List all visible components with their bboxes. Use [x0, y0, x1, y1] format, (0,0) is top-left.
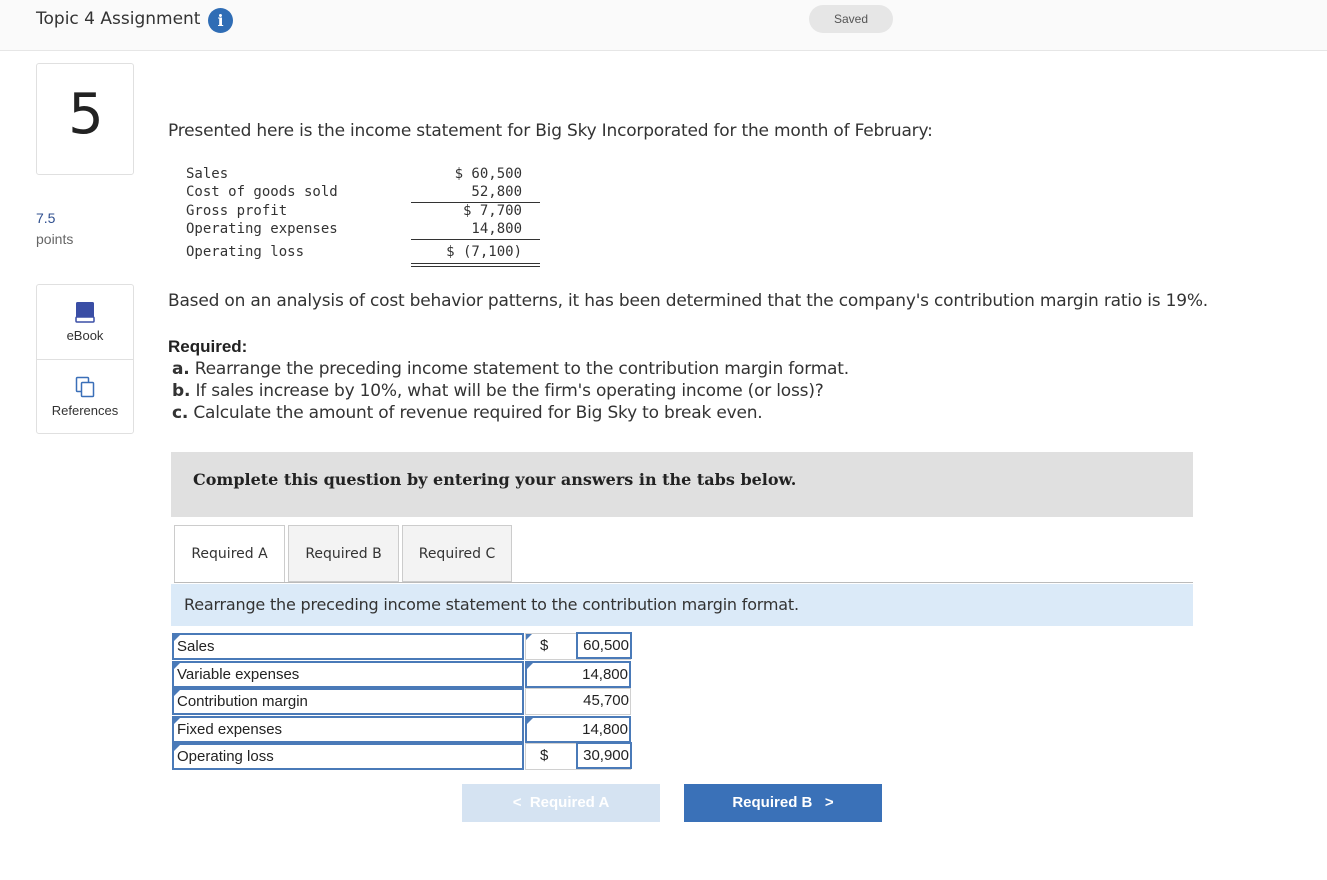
statement-label: Gross profit	[186, 203, 288, 219]
copy-icon	[75, 376, 95, 398]
required-heading: Required:	[168, 337, 248, 356]
points-value: 7.5	[36, 210, 56, 226]
tab-prompt-text: Rearrange the preceding income statement to the contribution margin format.	[184, 595, 799, 614]
amount-input[interactable]	[576, 632, 632, 659]
dropdown-marker-icon	[527, 663, 533, 669]
top-bar	[0, 0, 1327, 51]
table-row	[172, 661, 631, 688]
amount-value: 14,800	[582, 666, 628, 683]
question-number-box	[36, 63, 134, 175]
info-icon[interactable]: i	[208, 8, 233, 33]
next-tab-button[interactable]	[684, 784, 882, 822]
dropdown-marker-icon	[527, 718, 533, 724]
tab-divider	[174, 582, 1193, 583]
amount-value: 45,700	[583, 692, 629, 709]
dropdown-marker-icon	[174, 663, 180, 669]
currency-symbol: $	[540, 747, 549, 764]
next-button-label: Required B	[732, 794, 813, 811]
instructions-text: Complete this question by entering your answers in the tabs below.	[193, 470, 797, 489]
dropdown-marker-icon	[526, 634, 532, 640]
statement-value: 14,800	[471, 221, 522, 237]
requirement-text: Calculate the amount of revenue required for Big Sky to break even.	[193, 403, 763, 423]
requirement-text: Rearrange the preceding income statement to the contribution margin format.	[194, 359, 849, 379]
statement-row	[186, 203, 540, 221]
statement-row	[186, 244, 540, 262]
previous-button-label: Required A	[529, 794, 610, 811]
dropdown-marker-icon	[174, 690, 180, 696]
row-label-select[interactable]	[172, 661, 524, 688]
resources-panel	[36, 284, 134, 434]
ebook-label: eBook	[66, 328, 104, 343]
row-label-select[interactable]	[172, 743, 524, 770]
amount-value: 60,500	[583, 637, 629, 654]
amount-cell	[525, 743, 631, 770]
amount-value: 30,900	[583, 747, 629, 764]
saved-status-badge: Saved	[809, 5, 893, 33]
chevron-right-icon: >	[824, 794, 834, 811]
amount-input[interactable]	[576, 742, 632, 769]
amount-input[interactable]	[525, 661, 631, 688]
tab-required-c[interactable]: Required C	[402, 525, 512, 582]
row-label-select[interactable]	[172, 633, 524, 660]
row-label: Fixed expenses	[177, 721, 283, 738]
amount-value: 14,800	[582, 721, 628, 738]
instructions-banner	[171, 452, 1193, 517]
question-number: 5	[68, 82, 104, 147]
tab-required-a[interactable]: Required A	[174, 525, 285, 583]
statement-label: Cost of goods sold	[186, 184, 338, 200]
statement-row	[186, 221, 540, 239]
statement-label: Sales	[186, 166, 229, 182]
dropdown-marker-icon	[174, 718, 180, 724]
tab-required-b[interactable]: Required B	[288, 525, 399, 582]
statement-value: $ 60,500	[454, 166, 522, 182]
requirement-letter: b.	[172, 381, 191, 401]
dropdown-marker-icon	[174, 745, 180, 751]
statement-value: $ 7,700	[462, 203, 522, 219]
statement-row	[186, 184, 540, 202]
table-row	[172, 743, 631, 770]
requirement-a	[172, 359, 849, 379]
requirement-text: If sales increase by 10%, what will be the firm's operating income (or loss)?	[195, 381, 824, 401]
chevron-left-icon: <	[512, 794, 522, 811]
statement-rule	[411, 239, 540, 240]
statement-double-rule	[411, 266, 540, 267]
tab-prompt	[171, 584, 1193, 626]
book-icon	[75, 301, 95, 323]
statement-label: Operating loss	[186, 244, 305, 260]
row-label: Variable expenses	[177, 666, 300, 683]
assignment-title: Topic 4 Assignment	[36, 9, 201, 29]
statement-double-rule	[411, 263, 540, 264]
question-intro: Presented here is the income statement for Big Sky Incorporated for the month of February:	[168, 121, 933, 141]
requirement-letter: c.	[172, 403, 189, 423]
contribution-margin-text: Based on an analysis of cost behavior patterns, it has been determined that the company's contribution margin ratio is 19%.	[168, 291, 1209, 311]
currency-symbol: $	[540, 637, 549, 654]
row-label-select[interactable]	[172, 688, 524, 715]
table-row	[172, 633, 631, 660]
requirement-letter: a.	[172, 359, 190, 379]
table-row	[172, 716, 631, 743]
row-label-select[interactable]	[172, 716, 524, 743]
statement-value: $ (7,100)	[446, 244, 522, 260]
ebook-button[interactable]	[37, 285, 133, 360]
amount-cell[interactable]	[525, 688, 631, 715]
statement-row	[186, 166, 540, 184]
previous-tab-button[interactable]	[462, 784, 660, 822]
dropdown-marker-icon	[174, 635, 180, 641]
statement-label: Operating expenses	[186, 221, 338, 237]
points-label: points	[36, 231, 74, 247]
row-label: Operating loss	[177, 748, 274, 765]
references-label: References	[51, 403, 119, 418]
row-label: Sales	[177, 638, 215, 655]
requirement-c	[172, 403, 763, 423]
requirement-b	[172, 381, 824, 401]
table-row	[172, 688, 631, 715]
references-button[interactable]	[37, 360, 133, 435]
statement-value: 52,800	[471, 184, 522, 200]
amount-cell	[525, 633, 631, 660]
amount-input[interactable]	[525, 716, 631, 743]
row-label: Contribution margin	[177, 693, 308, 710]
